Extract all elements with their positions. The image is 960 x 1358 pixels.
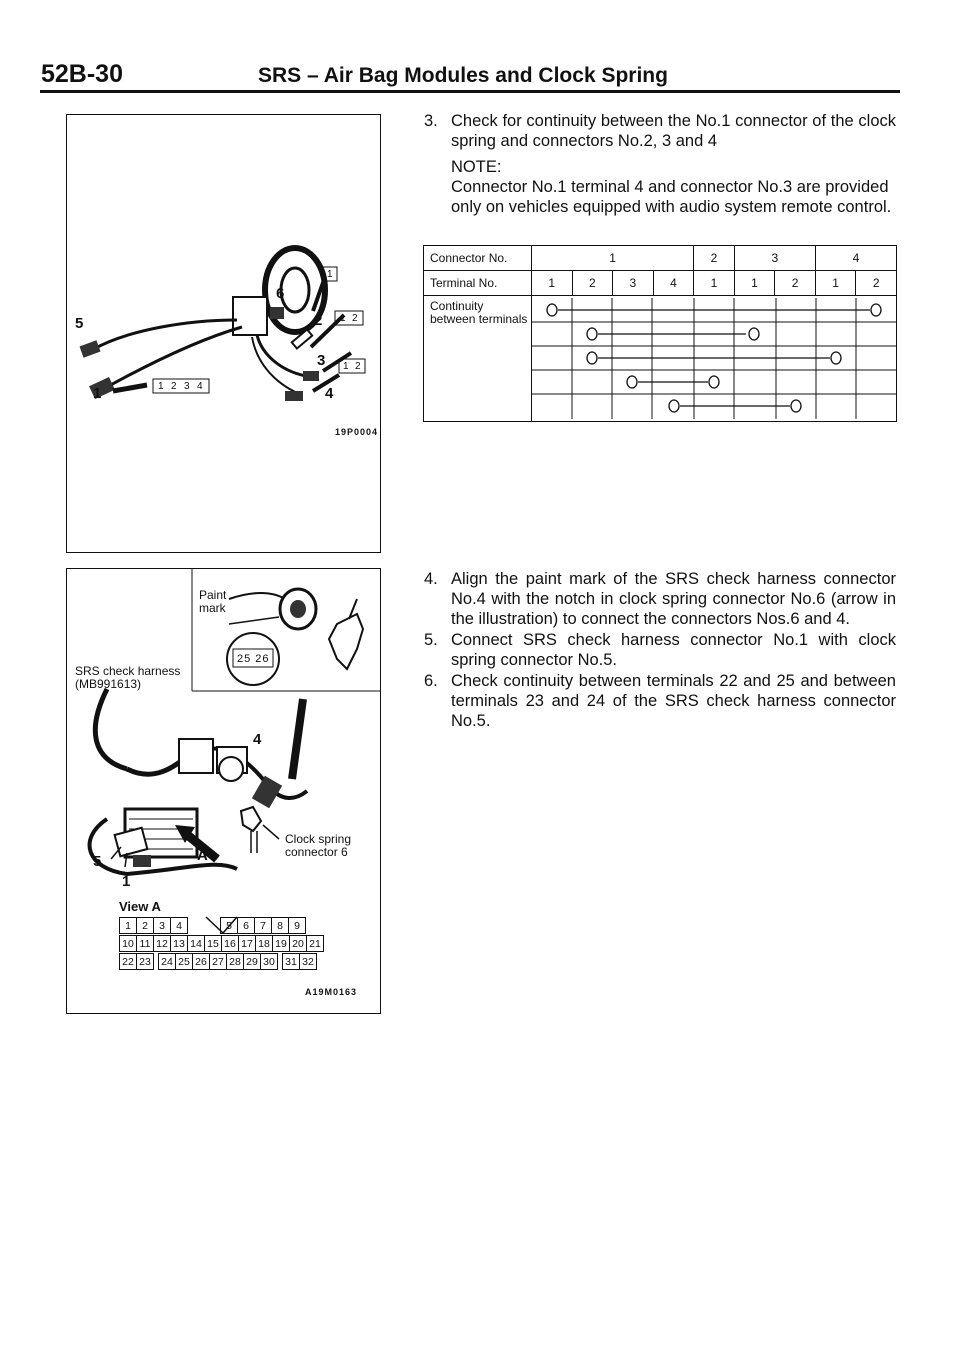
pin-gap	[204, 918, 221, 934]
header-rule	[40, 90, 900, 93]
pin-c2-2: 2	[352, 313, 358, 324]
pin: 32	[300, 954, 317, 970]
pin: 9	[289, 918, 306, 934]
step-number: 3.	[424, 112, 438, 130]
pin: 3	[154, 918, 171, 934]
pin: 21	[307, 936, 324, 952]
pin-c1-2: 2	[171, 381, 177, 392]
pin: 22	[120, 954, 137, 970]
pin: 13	[171, 936, 188, 952]
page-number: 52B-30	[41, 60, 123, 88]
pin: 20	[290, 936, 307, 952]
continuity-grid	[532, 296, 897, 422]
pin-row-3	[120, 954, 317, 970]
terminal-cell: 1	[532, 271, 573, 296]
callout-4: 4	[325, 385, 334, 402]
terminal-cell: 1	[815, 271, 856, 296]
callout-3: 3	[317, 352, 326, 369]
pin: 11	[137, 936, 154, 952]
callout-4: 4	[253, 731, 262, 748]
continuity-label: Continuity between terminals	[424, 296, 532, 422]
table-row-terminal	[424, 271, 897, 296]
pin: 17	[239, 936, 256, 952]
pin-c1-4: 4	[197, 381, 203, 392]
step-6	[424, 671, 896, 731]
pin: 4	[171, 918, 188, 934]
terminal-cell: 2	[775, 271, 816, 296]
step-3	[424, 111, 896, 217]
continuity-diagram	[532, 298, 896, 419]
step-number: 4.	[424, 570, 438, 588]
pin: 15	[205, 936, 222, 952]
continuity-table	[423, 245, 897, 422]
pin: 7	[255, 918, 272, 934]
connector-2: 2	[694, 246, 735, 271]
pin: 26	[193, 954, 210, 970]
pin: 27	[210, 954, 227, 970]
pin: 23	[137, 954, 154, 970]
terminal-cell: 2	[572, 271, 613, 296]
callout-A: A	[197, 847, 208, 864]
pin-c1-1: 1	[158, 381, 164, 392]
clock-spring-connector-label: Clock spring connector 6	[285, 832, 352, 859]
callout-1: 1	[93, 385, 102, 402]
callout-6: 6	[276, 285, 285, 302]
pin-gap	[188, 918, 205, 934]
pin-c3-2: 2	[355, 361, 361, 372]
pin: 16	[222, 936, 239, 952]
connector-1: 1	[532, 246, 694, 271]
view-a-label: View A	[119, 899, 161, 914]
terminal-cell: 3	[613, 271, 654, 296]
pin: 10	[120, 936, 137, 952]
pin: 1	[120, 918, 137, 934]
callout-2: 2	[314, 312, 323, 329]
callout-5: 5	[75, 315, 84, 332]
pin-row-1	[120, 918, 306, 934]
pin: 31	[283, 954, 300, 970]
callout-1: 1	[122, 873, 131, 890]
pin-c6: 1	[327, 269, 333, 280]
steps-4-6	[424, 569, 896, 732]
pin: 18	[256, 936, 273, 952]
clock-spring-illustration	[67, 115, 380, 552]
pin: 8	[272, 918, 289, 934]
figure-code: A19M0163	[305, 987, 358, 997]
callout-5: 5	[93, 853, 102, 870]
step-number: 5.	[424, 631, 438, 649]
note-text: Connector No.1 terminal 4 and connector No.3 are provided only on vehicles equipped with audio system remote control.	[451, 178, 892, 216]
pin-row-2	[120, 936, 324, 952]
pin: 6	[238, 918, 255, 934]
page-title: SRS – Air Bag Modules and Clock Spring	[258, 64, 668, 87]
connector-3: 3	[734, 246, 815, 271]
connector-4: 4	[815, 246, 896, 271]
table-row-continuity	[424, 296, 897, 422]
step-text: Connect SRS check harness connector No.1 with clock spring connector No.5.	[451, 631, 896, 669]
paint-mark-label: Paint mark	[199, 588, 227, 615]
note-label: NOTE:	[451, 158, 502, 176]
pin: 19	[273, 936, 290, 952]
terminal-cell: 1	[734, 271, 775, 296]
step-4	[424, 569, 896, 629]
pin: 29	[244, 954, 261, 970]
terminal-label: Terminal No.	[424, 271, 532, 296]
figure-check-harness	[66, 568, 381, 1014]
figure-clock-spring	[66, 114, 381, 553]
terminal-cell: 2	[856, 271, 897, 296]
srs-harness-label: SRS check harness (MB991613)	[75, 664, 181, 691]
step-5	[424, 630, 896, 670]
pin-c3-1: 1	[343, 361, 349, 372]
pin-layout-row-3	[119, 953, 317, 970]
figure-code: 19P0004	[335, 427, 379, 437]
pin: 14	[188, 936, 205, 952]
pin-c1-3: 3	[184, 381, 190, 392]
pin: 25	[176, 954, 193, 970]
pin-layout-row-2	[119, 935, 324, 952]
pin: 28	[227, 954, 244, 970]
table-row-connector	[424, 246, 897, 271]
step-text: Check for continuity between the No.1 connector of the clock spring and connectors No.2, 3 and 4	[451, 112, 896, 150]
pins-in-mark: 25 26	[237, 653, 270, 665]
pin: 12	[154, 936, 171, 952]
step-text: Align the paint mark of the SRS check harness connector No.4 with the notch in clock spring connector No.6 (arrow in the illustration) to connect the connectors Nos.6 and 4.	[451, 570, 896, 628]
step-text: Check continuity between terminals 22 and 25 and between terminals 23 and 24 of the SRS check harness connector No.5.	[451, 672, 896, 730]
pin: 5	[221, 918, 238, 934]
pin-layout	[119, 917, 306, 934]
pin: 2	[137, 918, 154, 934]
pin: 24	[159, 954, 176, 970]
pin: 30	[261, 954, 278, 970]
connector-label: Connector No.	[424, 246, 532, 271]
terminal-cell: 1	[694, 271, 735, 296]
step-number: 6.	[424, 672, 438, 690]
terminal-cell: 4	[653, 271, 694, 296]
pin-c2-1: 1	[340, 313, 346, 324]
